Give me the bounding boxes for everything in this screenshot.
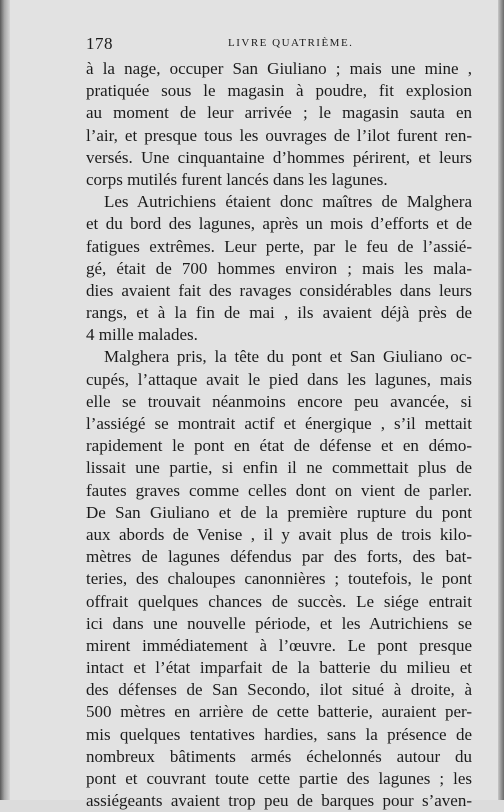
text-line: De San Giuliano et de la première rupture du pont bbox=[86, 502, 472, 522]
text-line: teries, des chaloupes canonnières ; toutefois, le pont bbox=[86, 569, 472, 589]
text-line: pont et couvrant toute cette partie des lagunes ; les bbox=[86, 769, 472, 788]
text-line: gé, était de 700 hommes environ ; mais les mala- bbox=[86, 258, 472, 278]
text-line: 500 mètres en arrière de cette batterie, auraient per- bbox=[86, 702, 472, 722]
text-line: elle se trouvait néanmoins encore peu avancée, si bbox=[86, 391, 472, 411]
text-line: des défenses de San Secondo, ilot situé à droite, à bbox=[86, 680, 472, 700]
text-line: à la nage, occuper San Giuliano ; mais une mine , bbox=[86, 59, 472, 78]
page-number: 178 bbox=[86, 34, 113, 53]
body-text bbox=[86, 58, 472, 812]
text-line: ici dans une nouvelle période, et les Autrichiens se bbox=[86, 613, 472, 633]
text-line: mirent immédiatement à l’œuvre. Le pont presque bbox=[86, 635, 472, 655]
text-line: versés. Une cinquantaine d’hommes périrent, et leurs bbox=[86, 147, 472, 167]
text-line: pratiquée sous le magasin à poudre, fit explosion bbox=[86, 81, 472, 101]
running-head: LIVRE QUATRIÈME. bbox=[228, 37, 354, 49]
text-line: 4 mille malades. bbox=[86, 325, 198, 345]
page-edge-left bbox=[0, 0, 10, 800]
text-line: dies avaient fait des ravages considérables dans leurs bbox=[86, 280, 472, 300]
text-line: intact et l’état imparfait de la batterie du milieu et bbox=[86, 658, 472, 678]
text-line: aux abords de Venise , il y avait plus de trois kilo- bbox=[86, 524, 472, 544]
text-line: Malghera pris, la tête du pont et San Giuliano oc- bbox=[104, 347, 472, 367]
text-line: offrait quelques chances de succès. Le siége entrait bbox=[86, 591, 472, 611]
text-line: lissait une partie, si enfin il ne commettait plus de bbox=[86, 458, 472, 478]
text-line: l’air, et presque tous les ouvrages de l’ilot furent ren- bbox=[86, 125, 472, 145]
text-line: fatigues extrêmes. Leur perte, par le feu de l’assié- bbox=[86, 236, 472, 256]
text-line: corps mutilés furent lancés dans les lagunes. bbox=[86, 169, 388, 189]
text-line: au moment de leur arrivée ; le magasin sauta en bbox=[86, 103, 472, 123]
text-line: assiégeants avaient trop peu de barques pour s’aven- bbox=[86, 791, 472, 811]
text-line: mis quelques tentatives hardies, sans la présence de bbox=[86, 724, 472, 744]
text-line: l’assiégé se montrait actif et énergique , s’il mettait bbox=[86, 414, 472, 433]
text-line: nombreux bâtiments armés échelonnés autour du bbox=[86, 746, 472, 766]
text-line: et du bord des lagunes, après un mois d’efforts et de bbox=[86, 214, 472, 234]
text-line: cupés, l’attaque avait le pied dans les lagunes, mais bbox=[86, 369, 472, 389]
text-line: mètres de lagunes défendus par des forts, des bat- bbox=[86, 547, 472, 567]
text-line: rangs, et à la fin de mai , ils avaient déjà près de bbox=[86, 303, 472, 323]
page-header bbox=[86, 34, 470, 54]
page-edge-right bbox=[498, 0, 504, 800]
text-line: Les Autrichiens étaient donc maîtres de Malghera bbox=[104, 192, 472, 212]
text-line: fautes graves comme celles dont on vient de parler. bbox=[86, 480, 472, 500]
text-line: rapidement le pont en état de défense et en démo- bbox=[86, 436, 472, 456]
